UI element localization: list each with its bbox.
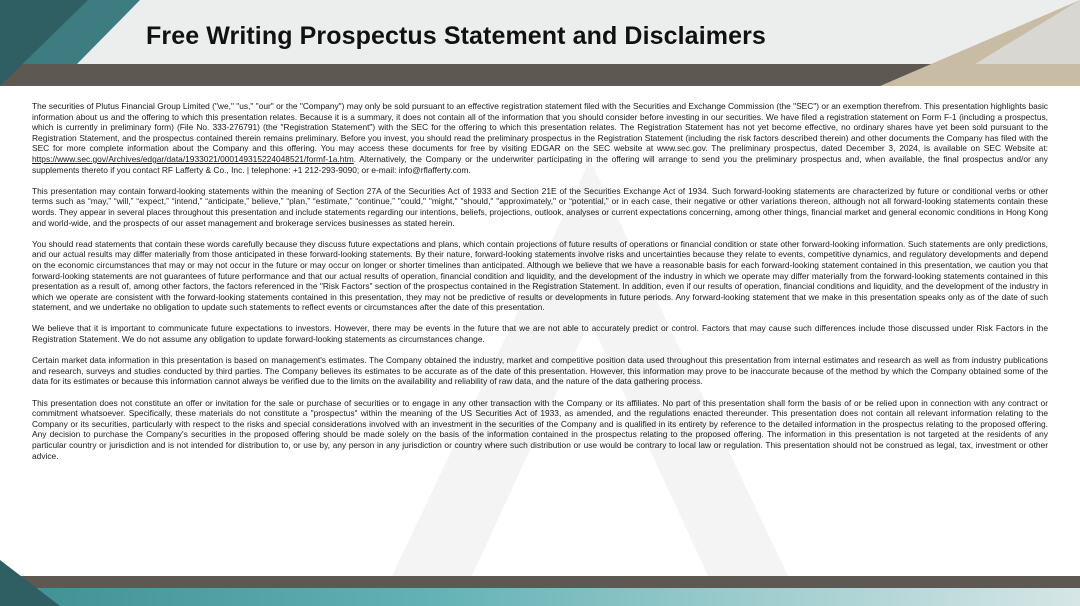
paragraph-no-offer: This presentation does not constitute an offer or invitation for the sale or purchase of securities or to engage in any other transaction with the Company or its affiliates. No part of this presentation shall form the basis of or be relied upon in connection with any contract or commitment whatsoever. Specifically, these materials do not constitute a "prospectus" within the meaning of the US Securities Act of 1933, as amended, and the regulations enacted thereunder. This presentation does not contain all relevant information relating to the Company or its securities, particularly with respect to the risks and special considerations involved with an investment in the securities of the Company and is qualified in its entirety by reference to the detailed information in the prospectus relating to the proposed offering. Any decision to purchase the Company's securities in the proposed offering should be made solely on the basis of the information contained in the prospectus relating to the proposed offering. The information in this presentation is not targeted at the residents of any particular country or jurisdiction and is not intended for distribution to, or use by, any person in any jurisdiction or country where such distribution or use would be contrary to local law or regulation. This presentation should not be construed as legal, tax, investment or other advice. — [32, 397, 1048, 461]
paragraph-registration-text-a: The securities of Plutus Financial Group Limited ("we," "us," "our" or the "Company") may only be sold pursuant to an effective registration statement filed with the Securities and Exchange Commission (the "SEC") or an exemption therefrom. This presentation highlights basic information about us and the offering to which this presentation relates. Because it is a summary, it does not contain all of the information that you should consider before investing in our securities. We have filed a registration statement on Form F-1 (including a prospectus, which is currently in preliminary form) (File No. 333-276791) (the "Registration Statement") with the SEC for the offering to which this presentation relates. The Registration Statement has not yet become effective, no ordinary shares have yet been sold pursuant to the Registration Statement, and the prospectus contained therein remains preliminary. Before you invest, you should read the preliminary prospectus in the Registration Statement (including the risk factors described therein) and other documents the Company has filed with the SEC for more complete information about the Company and this offering. You may access these documents for free by visiting EDGAR on the SEC website at www.sec.gov. The preliminary prospectus, dated December 3, 2024, is available on SEC Website at: — [32, 101, 1048, 154]
paragraph-predictions: You should read statements that contain these words carefully because they discuss future expectations and plans, which contain projections of future results of operations or financial condition or state other forward-looking information. Such statements are only predictions, and our actual results may differ materially from those anticipated in these forward-looking statements. By their nature, forward-looking statements involve risks and uncertainties because they relate to events, competitive dynamics, and regulatory developments and depend on the economic circumstances that may or may not occur in the future or may occur on longer or shorter timelines than anticipated. Although we believe that we have a reasonable basis for each forward-looking statement contained in this presentation, we caution you that forward-looking statements are not guarantees of future performance and that our actual results of operation, financial condition and liquidity, and the development of the industry in which we operate may differ materially from the forward-looking statements contained in this presentation as a result of, among other factors, the factors referenced in the "Risk Factors" section of the prospectus contained in the Registration Statement. In addition, even if our results of operation, financial conditions and liquidity, and the development of the industry in which we operate are consistent with the forward-looking statements contained in this presentation, they may not be predictive of results or developments in future periods. Any forward-looking statement that we make in this presentation speaks only as of the date of such statement, and we undertake no obligation to update such statements to reflect events or circumstances after the date of this presentation. — [32, 238, 1048, 313]
footer-teal-band — [0, 588, 1080, 606]
paragraph-future-expectations: We believe that it is important to communicate future expectations to investors. However, there may be events in the future that we are not able to accurately predict or control. Factors that may cause such differences include those discussed under Risk Factors in the Registration Statement. We do not assume any obligation to update forward-looking statements as circumstances change. — [32, 323, 1048, 345]
paragraph-market-data: Certain market data information in this presentation is based on management's estimates. The Company obtained the industry, market and competitive position data used throughout this presentation from internal estimates and research as well as from industry publications and research, surveys and studies conducted by third parties. The Company believes its estimates to be accurate as of the date of this presentation. However, this information may prove to be inaccurate because of the method by which the Company obtained some of the data for its estimates or because this information cannot always be verified due to the limits on the availability and reliability of raw data, and the nature of the data gathering process. — [32, 355, 1048, 387]
paragraph-registration — [32, 101, 1048, 175]
page-title: Free Writing Prospectus Statement and Disclaimers — [146, 22, 766, 50]
sec-prospectus-link[interactable]: https://www.sec.gov/Archives/edgar/data/1933021/000149315224048521/formf-1a.htm — [32, 153, 354, 164]
paragraph-forward-looking: This presentation may contain forward-looking statements within the meaning of Section 27A of the Securities Act of 1933 and Section 21E of the Securities Exchange Act of 1934. Such forward-looking statements are characterized by future or conditional verbs or other terms such as “may,” “will,” “expect,” “intend,” “anticipate,” believe,” “plan,” “estimate,” “continue,” "could," "might," "should," "approximately," or “potential,” or in each case, their negative or other variations thereon, although not all forward-looking statements contain these words. They appear in several places throughout this presentation and include statements regarding our intentions, beliefs, projections, outlook, analyses or current expectations concerning, among other things, financial market and general economic conditions in Hong Kong and world-wide, and the prospects of our asset management and brokerage services businesses as stated herein. — [32, 185, 1048, 228]
footer-bar — [0, 576, 1080, 588]
disclaimer-body — [32, 101, 1048, 472]
paragraph-registration-text-b: . Alternatively, the Company or the underwriter participating in the offering will arrange to send you the preliminary prospectus and, when available, the final prospectus and/or any supplements thereto if you contact RF Lafferty & Co., Inc. | telephone: +1 212-293-9090; or e-mail: info@rflafferty.com. — [32, 153, 1048, 175]
